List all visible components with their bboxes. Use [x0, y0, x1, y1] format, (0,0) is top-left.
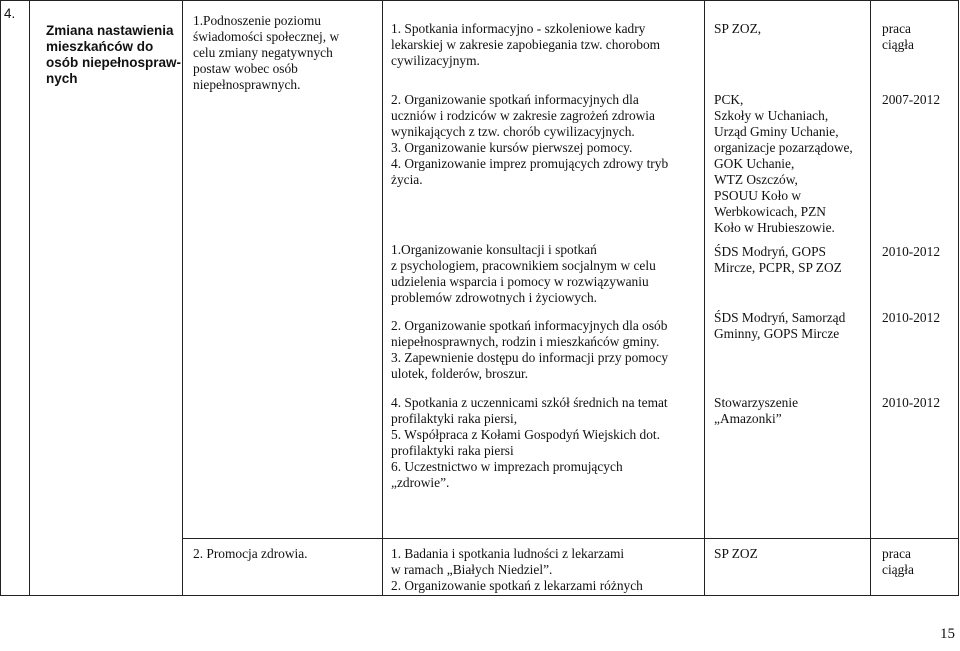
- col-border: [958, 0, 959, 596]
- partner-cell: ŚDS Modryń, Samorząd Gminny, GOPS Mircze: [714, 310, 846, 341]
- row-border: [0, 595, 959, 596]
- task-cell: 2. Organizowanie spotkań informacyjnych dla uczniów i rodziców w zakresie zagrożeń zdrowia wynikających z tzw. chorób cywilizacyjnych. 3. Organizowanie kursów pierwszej pomocy. 4. Organizowanie imprez promujących zdrowy tryb życia.: [391, 92, 669, 187]
- col-border: [0, 0, 1, 596]
- col-border: [870, 0, 871, 596]
- last-goal-cell: 2. Promocja zdrowia.: [193, 546, 308, 561]
- col-border: [29, 0, 30, 596]
- last-term-cell: praca ciągła: [882, 546, 914, 577]
- goal-cell: 1.Podnoszenie poziomu świadomości społecznej, w celu zmiany negatywnych postaw wobec osób niepełnosprawnych.: [193, 13, 340, 92]
- term-cell: 2010-2012: [882, 395, 941, 410]
- partner-cell: Stowarzyszenie „Amazonki”: [714, 395, 799, 426]
- partner-cell: PCK, Szkoły w Uchaniach, Urząd Gminy Uchanie, organizacje pozarządowe, GOK Uchanie, WTZ Oszczów, PSOUU Koło w Werbkowicach, PZN Koło w Hrubieszowie.: [714, 92, 853, 235]
- row-number: 4.: [4, 6, 16, 21]
- partner-cell: SP ZOZ,: [714, 21, 762, 36]
- col-border: [704, 0, 705, 596]
- partner-cell: ŚDS Modryń, GOPS Mircze, PCPR, SP ZOZ: [714, 244, 842, 275]
- row-border: [182, 538, 959, 539]
- term-cell: 2010-2012: [882, 244, 941, 259]
- last-partner-cell: SP ZOZ: [714, 546, 758, 561]
- task-cell: 1.Organizowanie konsultacji i spotkań z psychologiem, pracownikiem socjalnym w celu udzielenia wsparcia i pomocy w rozwiązywaniu problemów zdrowotnych i życiowych.: [391, 242, 656, 305]
- task-cell: 1. Spotkania informacyjno - szkoleniowe kadry lekarskiej w zakresie zapobiegania tzw. chorobom cywilizacyjnym.: [391, 21, 661, 68]
- task-cell: 2. Organizowanie spotkań informacyjnych dla osób niepełnosprawnych, rodzin i mieszkańców gminy. 3. Zapewnienie dostępu do informacji przy pomocy ulotek, folderów, broszur.: [391, 318, 669, 381]
- term-cell: 2007-2012: [882, 92, 941, 107]
- area-cell: Zmiana nastawienia mieszkańców do osób niepełnospraw- nych: [46, 23, 182, 86]
- page-number: 15: [940, 626, 955, 642]
- term-cell: praca ciągła: [882, 21, 914, 52]
- col-border: [382, 0, 383, 596]
- last-task-cell: 1. Badania i spotkania ludności z lekarzami w ramach „Białych Niedziel”. 2. Organizowanie spotkań z lekarzami różnych: [391, 546, 643, 593]
- row-border: [0, 0, 959, 1]
- term-cell: 2010-2012: [882, 310, 941, 325]
- col-border: [182, 0, 183, 596]
- task-cell: 4. Spotkania z uczennicami szkół średnich na temat profilaktyki raka piersi, 5. Współpraca z Kołami Gospodyń Wiejskich dot. profilaktyki raka piersi 6. Uczestnictwo w imprezach promujących „zdrowie”.: [391, 395, 668, 490]
